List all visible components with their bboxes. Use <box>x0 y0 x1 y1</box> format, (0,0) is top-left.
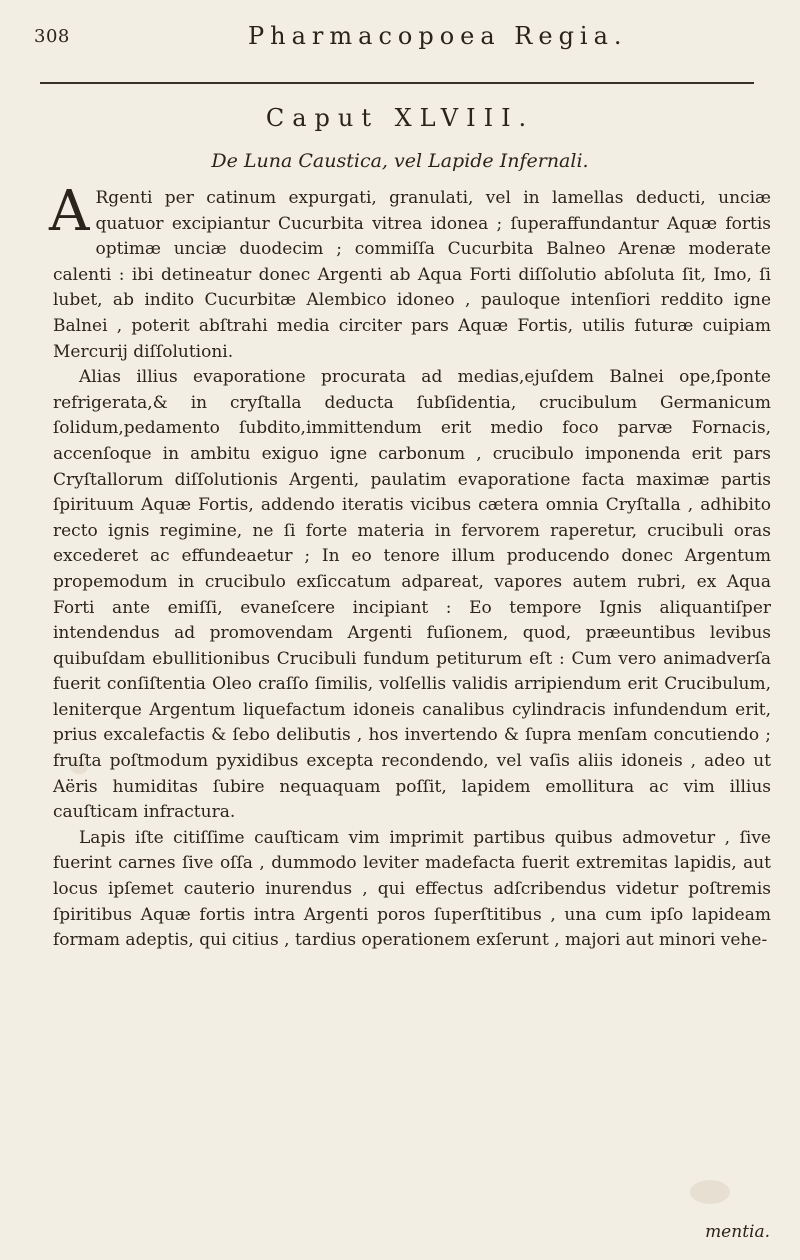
paragraph-1 <box>49 179 771 365</box>
paragraph-2: Alias illius evaporatione procurata ad medias,ejuſdem Balnei ope,ſponte refrigerata,& in cryſtalla deducta ſubſidentia, crucibulum Germanicum ſolidum,pedamento ſubdito,immittendum erit medio foco parvæ Fornacis, accenſoque in ambitu exiguo igne carbonum , crucibulo imponenda erit pars Cryſtallorum diſſolutionis Argenti, paulatim evaporatione facta maximæ partis ſpirituum Aquæ Fortis, addendo iteratis vicibus cætera omnia Cryſtalla , adhibito recto ignis regimine, ne ſi forte materia in fervorem raperetur, crucibuli oras excederet ac effundeaetur ; In eo tenore illum producendo donec Argentum propemodum in crucibulo exſiccatum adpareat, vapores autem rubri, ex Aqua Forti ante emiſſi, evaneſcere incipiant : Eo tempore Ignis aliquantiſper intendendus ad promovendam Argenti fuſionem, quod, præeuntibus levibus quibuſdam ebullitionibus Crucibuli fundum petiturum eſt : Cum vero animadverſa fuerit conſiſtentia Oleo craſſo ſimilis, volſellis validis arripiendum erit Crucibulum, leniterque Argentum liquefactum idoneis canalibus cylindracis infundendum erit, prius excalefactis & ſebo delibutis , hos invertendo & ſupra menſam concutiendo ; fruſta poſtmodum pyxidibus excepta recondendo, vel vaſis aliis idoneis , adeo ut Aëris humiditas ſubire nequaquam poſſit, lapidem emollitura ac vim illius cauſticam infractura. <box>53 367 771 823</box>
paragraph-text: Rgenti per catinum expurgati, granulati, vel in lamellas deducti, unciæ quatuor excipiantur Cucurbita vitrea idonea ; ſuperaffundantur Aquæ fortis optimæ unciæ duodecim ; commiſſa Cucurbita Balneo Arenæ moderate calenti : ibi detineatur donec Argenti ab Aqua Forti diſſolutio abſoluta ſit, Imo, ſi lubet, ab indito Cucurbitæ Alembico idoneo , pauloque intenſiori reddito igne Balnei , poterit abſtrahi media circiter pars Aquæ Fortis, utilis futuræ cuipiam Mercurij diſſolutioni. <box>53 188 771 362</box>
catchword: mentia. <box>705 1222 770 1242</box>
paper-stain <box>690 1180 730 1204</box>
paragraph-3: Lapis iſte citiſſime cauſticam vim imprimit partibus quibus admovetur , ſive fuerint carnes ſive oſſa , dummodo leviter madefacta fuerit extremitas lapidis, aut locus ipſemet cauterio inurendus , qui effectus adſcribendus videtur poſtremis ſpiritibus Aquæ fortis intra Argenti poros ſuperſtitibus , una cum ipſo lapideam formam adeptis, qui citius , tardius operationem exſerunt , majori aut minori vehe- <box>53 827 771 951</box>
page-number: 308 <box>34 26 70 47</box>
chapter-subtitle: De Luna Caustica, vel Lapide Infernali. <box>211 150 589 172</box>
chapter-title: Caput XLVIII. <box>265 104 535 132</box>
running-head <box>34 20 774 56</box>
body-text <box>49 179 771 954</box>
header-rule <box>40 82 754 84</box>
running-title: Pharmacopoea Regia. <box>248 22 628 50</box>
drop-cap: A <box>49 179 90 244</box>
